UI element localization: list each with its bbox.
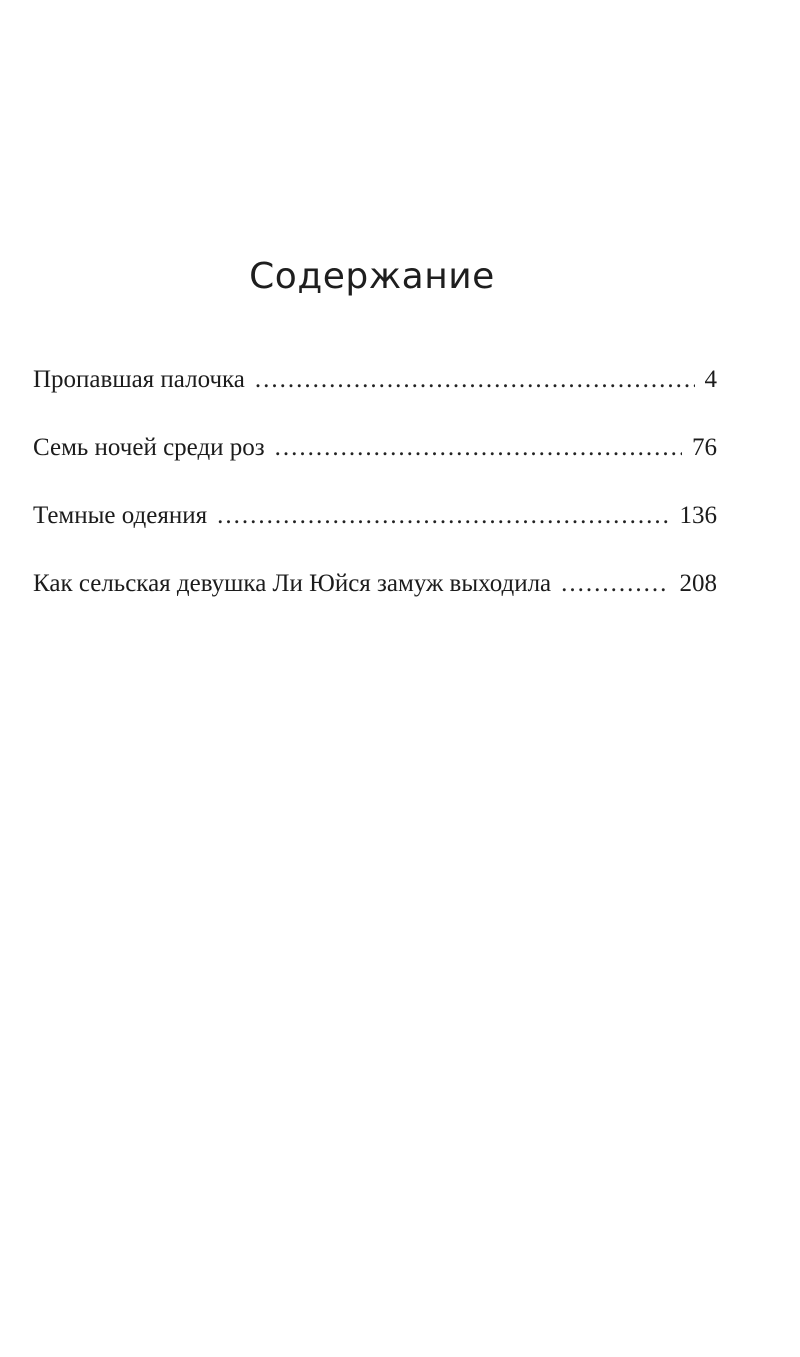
toc-entry-title: Пропавшая палочка <box>33 366 245 393</box>
toc-entry-page-number: 136 <box>679 502 717 529</box>
dot-leader <box>275 434 682 462</box>
table-of-contents <box>33 366 717 638</box>
toc-entry-title: Как сельская девушка Ли Юйся замуж выходила <box>33 570 552 597</box>
toc-entry-title: Семь ночей среди роз <box>33 434 265 461</box>
dot-leader <box>255 366 695 394</box>
toc-entry <box>33 434 717 502</box>
page-title: Содержание <box>249 256 495 298</box>
toc-entry-page-number: 208 <box>679 570 717 597</box>
dot-leader <box>561 570 669 598</box>
toc-entry-title: Темные одеяния <box>33 502 208 529</box>
dot-leader <box>217 502 669 530</box>
toc-entry-page-number: 76 <box>692 434 717 461</box>
toc-entry <box>33 570 717 638</box>
toc-entry <box>33 366 717 434</box>
toc-entry-page-number: 4 <box>704 366 717 393</box>
toc-entry <box>33 502 717 570</box>
